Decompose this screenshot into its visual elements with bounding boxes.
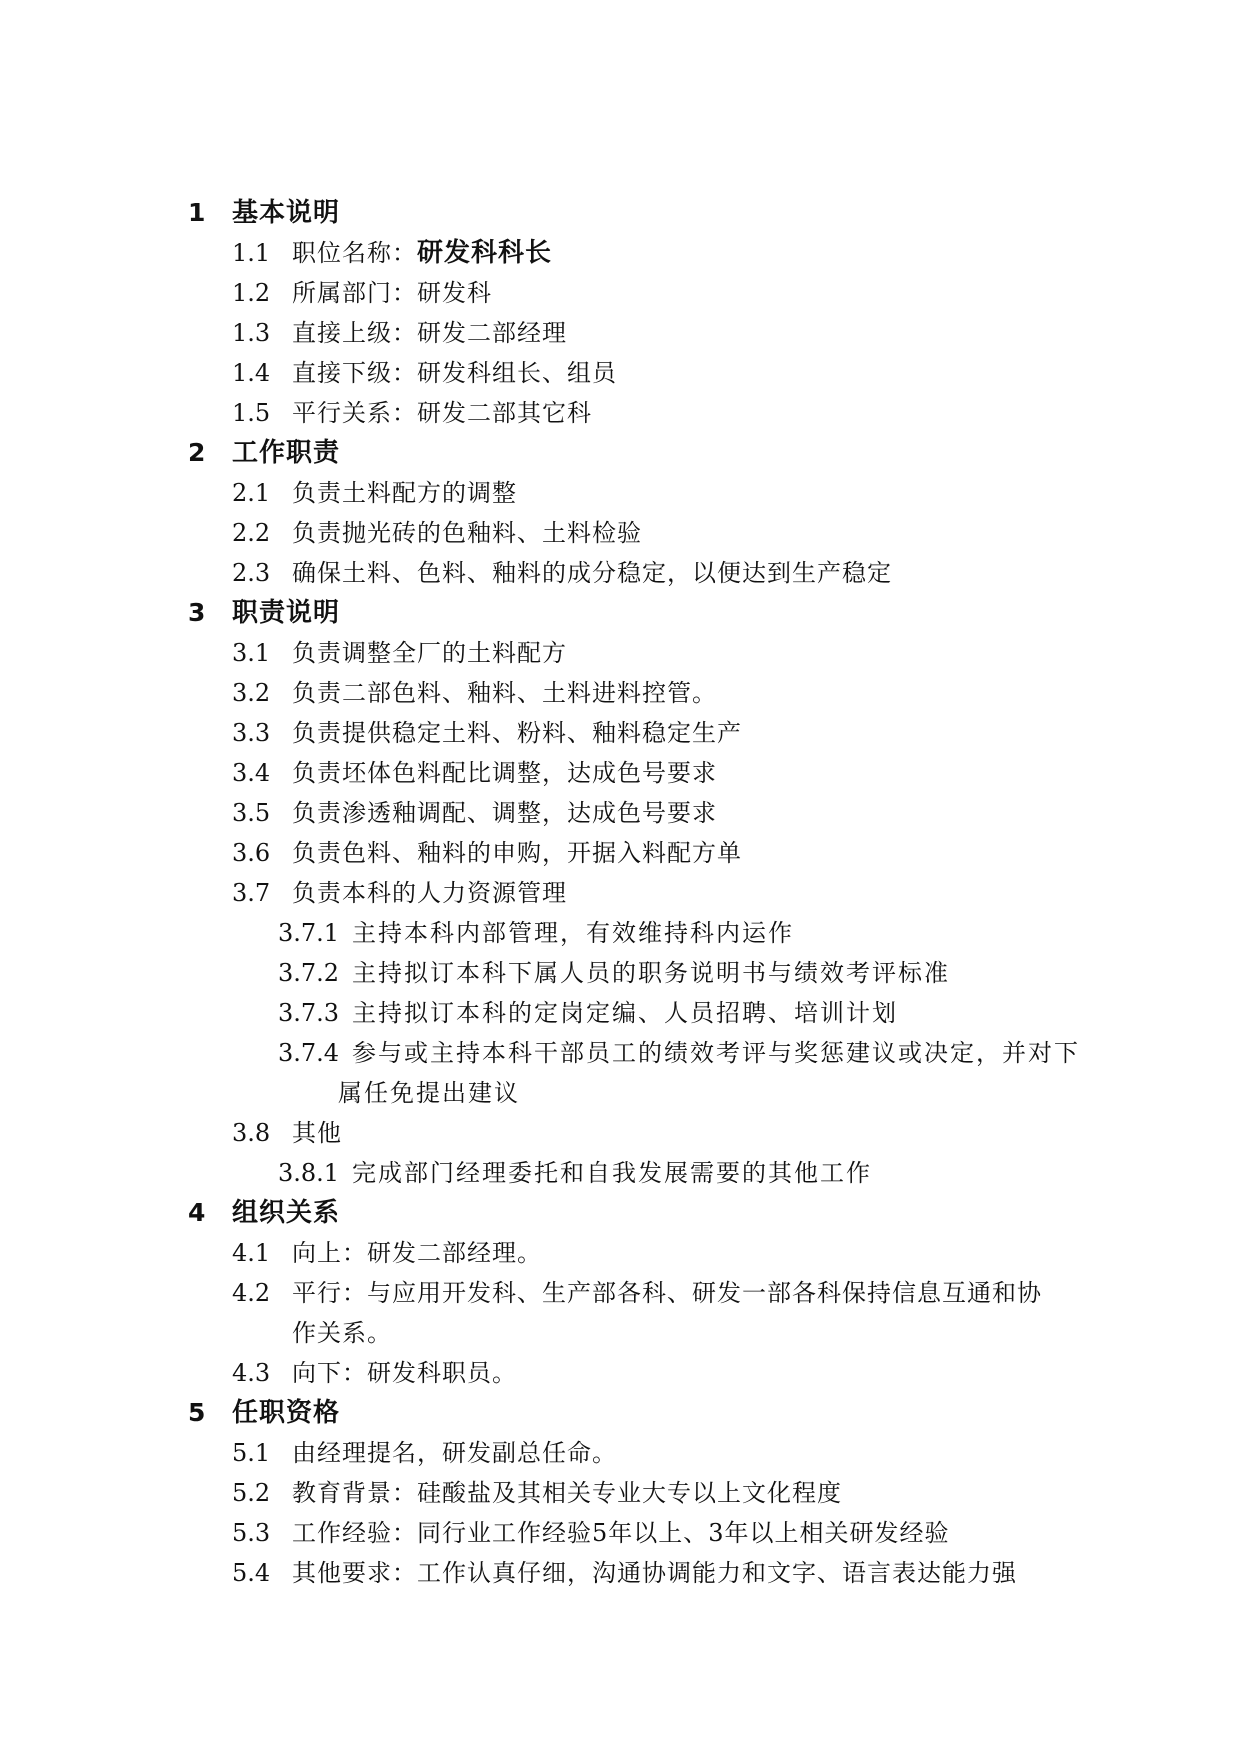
item-number: 5.1 [232,1439,271,1467]
section-title: 组织关系 [232,1198,341,1228]
item-number: 3.3 [232,719,271,747]
item-text: 主持拟订本科下属人员的职务说明书与绩效考评标准 [352,959,950,987]
list-item [0,873,1241,913]
list-item [0,1553,1241,1593]
item-text: 完成部门经理委托和自我发展需要的其他工作 [352,1159,872,1187]
section-heading [0,1193,1241,1233]
item-number: 3.1 [232,639,271,667]
item-text: 向下：研发科职员。 [292,1359,517,1387]
item-number: 1.5 [232,399,271,427]
item-number: 4.2 [232,1279,271,1307]
item-number: 2.2 [232,519,271,547]
position-label: 职位名称： [292,239,417,267]
item-text: 其他要求：工作认真仔细，沟通协调能力和文字、语言表达能力强 [292,1559,1017,1587]
item-number: 4.1 [232,1239,271,1267]
list-item [0,1233,1241,1273]
sub-list-item [0,1033,1241,1073]
list-item [0,793,1241,833]
section-title: 工作职责 [232,438,341,468]
item-text: 直接下级：研发科组长、组员 [292,359,617,387]
item-number: 1.1 [232,239,271,267]
list-item [0,1113,1241,1153]
item-text: 确保土料、色料、釉料的成分稳定，以便达到生产稳定 [292,559,892,587]
item-text: 工作经验：同行业工作经验5年以上、3年以上相关研发经验 [292,1519,950,1547]
item-number: 5.2 [232,1479,271,1507]
item-text-continuation: 作关系。 [292,1319,392,1347]
item-number: 3.7.4 [278,1039,340,1067]
section-number: 3 [188,598,206,627]
item-text: 负责本科的人力资源管理 [292,879,567,907]
document-page [0,193,1241,1593]
item-number: 3.7.2 [278,959,340,987]
sub-list-item [0,993,1241,1033]
item-text: 直接上级：研发二部经理 [292,319,567,347]
list-item [0,1513,1241,1553]
section-number: 2 [188,438,206,467]
section-title: 任职资格 [232,1398,341,1428]
section-heading [0,433,1241,473]
item-text: 其他 [292,1119,342,1147]
item-text-continuation: 属任免提出建议 [338,1079,520,1107]
list-item [0,753,1241,793]
item-number: 1.4 [232,359,271,387]
sub-list-item [0,1153,1241,1193]
list-item [0,233,1241,273]
list-item [0,1353,1241,1393]
list-item [0,1473,1241,1513]
sub-list-item [0,953,1241,993]
item-text: 教育背景：硅酸盐及其相关专业大专以上文化程度 [292,1479,842,1507]
sub-list-item-continuation [0,1073,1241,1113]
section-heading [0,593,1241,633]
item-text: 所属部门：研发科 [292,279,492,307]
item-text: 负责调整全厂的土料配方 [292,639,567,667]
section-heading [0,193,1241,233]
item-text: 主持拟订本科的定岗定编、人员招聘、培训计划 [352,999,898,1027]
list-item [0,1433,1241,1473]
list-item [0,513,1241,553]
item-text [292,233,552,273]
section-title: 职责说明 [232,598,341,628]
section-heading [0,1393,1241,1433]
item-number: 2.3 [232,559,271,587]
list-item [0,713,1241,753]
item-number: 5.4 [232,1559,271,1587]
list-item [0,1273,1241,1313]
item-number: 3.5 [232,799,271,827]
item-text: 负责土料配方的调整 [292,479,517,507]
item-number: 3.7.1 [278,919,340,947]
item-text: 负责抛光砖的色釉料、土料检验 [292,519,642,547]
section-number: 1 [188,198,206,227]
list-item [0,353,1241,393]
list-item [0,633,1241,673]
item-text: 参与或主持本科干部员工的绩效考评与奖惩建议或决定，并对下 [352,1039,1080,1067]
item-text: 负责坯体色料配比调整，达成色号要求 [292,759,717,787]
item-text: 负责二部色料、釉料、土料进料控管。 [292,679,717,707]
list-item [0,673,1241,713]
item-text: 负责提供稳定土料、粉料、釉料稳定生产 [292,719,742,747]
item-number: 1.3 [232,319,271,347]
item-text: 平行：与应用开发科、生产部各科、研发一部各科保持信息互通和协 [292,1279,1042,1307]
position-title: 研发科科长 [417,238,553,268]
item-number: 5.3 [232,1519,271,1547]
item-number: 3.8.1 [278,1159,340,1187]
item-number: 3.7 [232,879,271,907]
item-text: 平行关系：研发二部其它科 [292,399,592,427]
list-item [0,833,1241,873]
list-item [0,473,1241,513]
list-item [0,393,1241,433]
section-title: 基本说明 [232,198,341,228]
section-number: 4 [188,1198,206,1227]
item-number: 2.1 [232,479,271,507]
list-item [0,313,1241,353]
item-number: 1.2 [232,279,271,307]
item-number: 3.6 [232,839,271,867]
item-number: 3.7.3 [278,999,340,1027]
item-number: 4.3 [232,1359,271,1387]
list-item-continuation [0,1313,1241,1353]
item-text: 主持本科内部管理，有效维持科内运作 [352,919,794,947]
item-text: 负责色料、釉料的申购，开据入料配方单 [292,839,742,867]
item-text: 负责渗透釉调配、调整，达成色号要求 [292,799,717,827]
section-number: 5 [188,1398,206,1427]
item-text: 由经理提名，研发副总任命。 [292,1439,617,1467]
item-number: 3.2 [232,679,271,707]
sub-list-item [0,913,1241,953]
item-number: 3.8 [232,1119,271,1147]
item-number: 3.4 [232,759,271,787]
item-text: 向上：研发二部经理。 [292,1239,542,1267]
list-item [0,553,1241,593]
list-item [0,273,1241,313]
